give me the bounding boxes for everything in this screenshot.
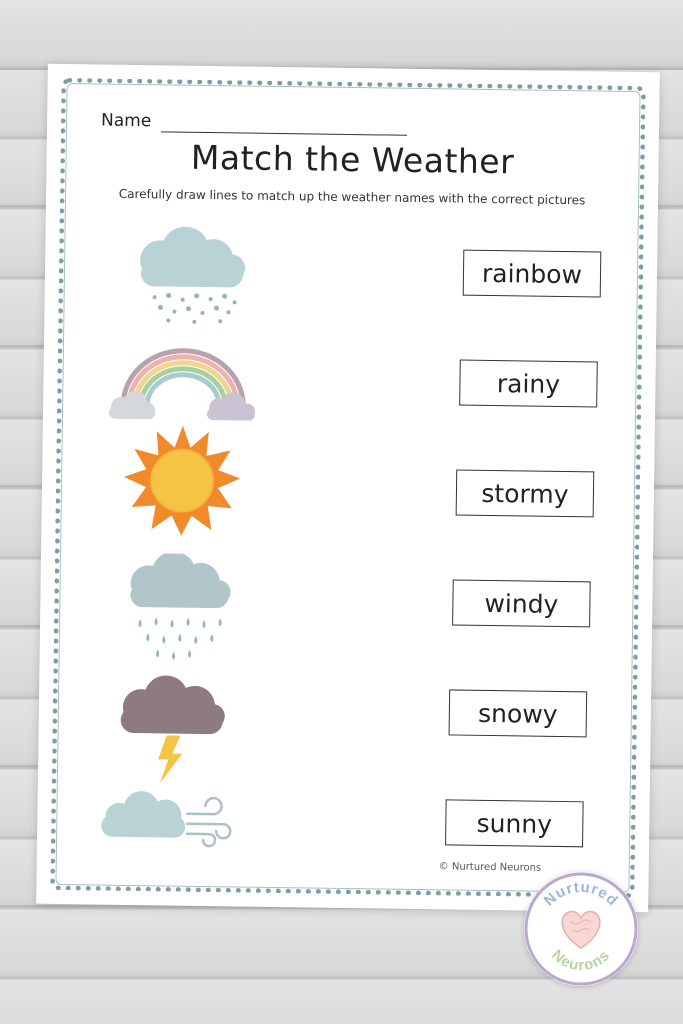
word-box-snowy[interactable]: snowy xyxy=(449,689,588,737)
snowy-cloud-icon xyxy=(124,225,255,327)
svg-text:Neurons xyxy=(548,947,613,975)
rainbow-icon xyxy=(103,335,264,427)
copyright-text: © Nurtured Neurons xyxy=(438,861,542,874)
nurtured-neurons-logo xyxy=(524,872,638,986)
word-box-sunny[interactable]: sunny xyxy=(445,799,584,847)
rain-cloud-icon xyxy=(117,553,239,670)
name-label: Name xyxy=(100,110,152,132)
word-box-stormy[interactable]: stormy xyxy=(456,470,595,518)
instructions: Carefully draw lines to match up the weather names with the correct pictures xyxy=(118,186,586,208)
page-title: Match the Weather xyxy=(190,137,515,182)
wind-cloud-icon xyxy=(95,787,236,859)
word-box-rainbow[interactable]: rainbow xyxy=(463,250,602,298)
word-box-windy[interactable]: windy xyxy=(452,579,591,627)
logo-text-bottom: Neurons xyxy=(548,946,614,975)
sun-icon xyxy=(121,425,243,537)
logo-text-top: Nurtured xyxy=(540,878,622,910)
word-box-rainy[interactable]: rainy xyxy=(459,360,598,408)
worksheet-page xyxy=(36,64,660,912)
storm-cloud-icon xyxy=(110,675,232,787)
